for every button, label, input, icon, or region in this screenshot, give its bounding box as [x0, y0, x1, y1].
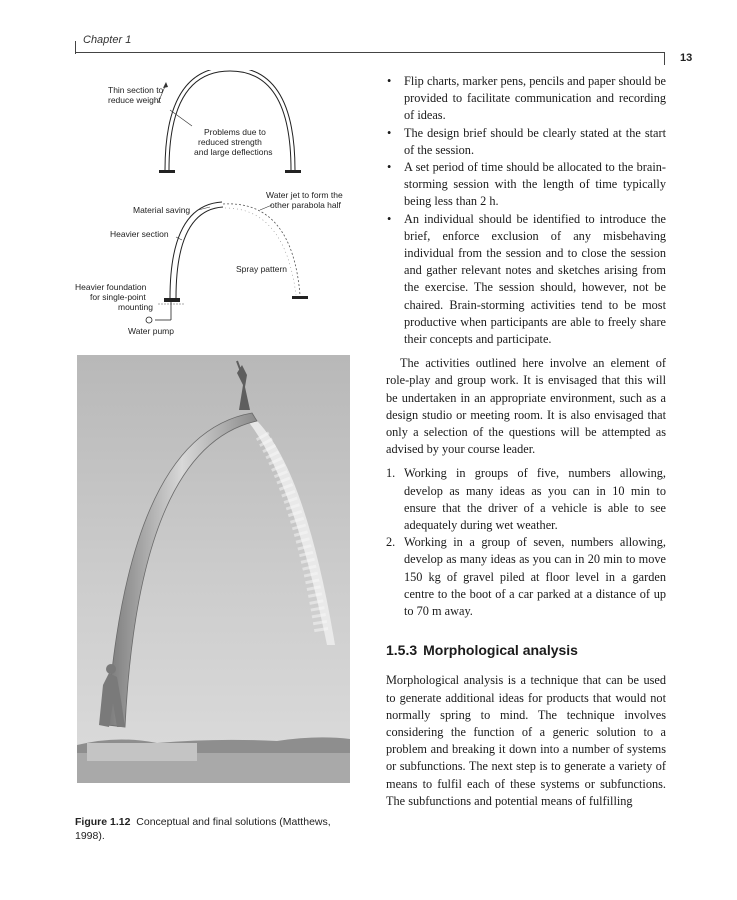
- label-material-saving: Material saving: [133, 205, 191, 215]
- bullet-item: • A set period of time should be allocated to the brain-storming session with the length of time typically being less than 2 h.: [387, 160, 666, 209]
- exercise-item: 1. Working in groups of five, numbers allowing, develop as many ideas as you can in 10 min to ensure that the driver of a vehicle is able to see adequately during wet weather.: [386, 466, 666, 533]
- bullet-list: [386, 73, 666, 348]
- sculpture-photo: [77, 355, 350, 783]
- exercise-list: [386, 465, 666, 620]
- section-heading: 1.5.3 Morphological analysis: [386, 642, 578, 659]
- photo-base-figure-head: [106, 664, 116, 674]
- label-heavier-foundation-3: mounting: [118, 302, 153, 312]
- water-pump-icon: [146, 317, 152, 323]
- body-text-column: [386, 73, 666, 810]
- label-heavier-foundation-2: for single-point: [90, 292, 146, 302]
- label-water-pump: Water pump: [128, 326, 174, 336]
- bottom-arch-foot: [164, 298, 180, 302]
- label-spray-pattern: Spray pattern: [236, 264, 288, 274]
- chapter-heading: Chapter 1: [83, 34, 132, 46]
- leader-thin-section-arrow: [163, 82, 168, 88]
- header-rule-right: [664, 52, 665, 65]
- bottom-arch-outer: [170, 202, 222, 298]
- label-problems-2: reduced strength: [198, 137, 262, 147]
- paragraph-activities: The activities outlined here involve an element of role-play and group work. It is envisaged that this will be undertaken in an appropriate environment, such as a design studio or meeting room. It is also envisaged that only a selection of the questions will be attempted as advised by your course leader.: [386, 356, 666, 457]
- bottom-arch-inner: [176, 207, 223, 298]
- paragraph-morphological: Morphological analysis is a technique that can be used to generate additional ideas for products that would not normally spring to mind. The technique involves considering the function of a generic solution to a problem and breaking it down into a number of systems or subfunctions. The next step is to generate a variety of means to fulfil each of these systems or subfunctions. The subfunctions and potential means of fulfilling: [386, 673, 666, 808]
- concept-diagram: [70, 70, 360, 350]
- label-heavier-section: Heavier section: [110, 229, 169, 239]
- water-jet-arc-2: [225, 208, 296, 295]
- figure-caption: [75, 815, 360, 843]
- label-water-jet-2: other parabola half: [270, 200, 341, 210]
- bullet-item: • The design brief should be clearly stated at the start of the session.: [387, 125, 666, 157]
- figure-label: Figure 1.12: [75, 816, 131, 828]
- label-heavier-foundation-1: Heavier foundation: [75, 282, 147, 292]
- header-rule: [75, 52, 665, 53]
- sculpture-photo-svg: [77, 355, 350, 783]
- concept-diagram-svg: [70, 70, 360, 350]
- bullet-item: • Flip charts, marker pens, pencils and paper should be provided to facilitate communication and recording of ideas.: [387, 74, 666, 123]
- label-problems-3: and large deflections: [194, 147, 273, 157]
- page-number: 13: [680, 52, 693, 64]
- exercise-item: 2. Working in a group of seven, numbers allowing, develop as many ideas as you can in 20 min to move 150 kg of gravel piled at floor level in a garden centre to the boot of a car parked at a distance of up to 70 m away.: [386, 535, 666, 619]
- label-problems-1: Problems due to: [204, 127, 266, 137]
- bullet-item: • An individual should be identified to introduce the brief, enforce exclusion of any misbehaving individual from the session and to close the session and gather relevant notes and sketches arising from the exercise. The session should, however, not be chaired. Brain-storming activities tend to be most productive when participants are able to freely share their concepts and participate.: [387, 211, 666, 347]
- top-arch-left-foot: [159, 170, 175, 173]
- top-arch-right-foot: [285, 170, 301, 173]
- spray-basin: [292, 296, 308, 299]
- water-jet-arc: [223, 204, 300, 295]
- label-thin-section-2: reduce weight: [108, 95, 161, 105]
- label-thin-section-1: Thin section to: [108, 85, 164, 95]
- figure-caption-text: Conceptual and final solutions (Matthews, 1998).: [75, 816, 331, 842]
- photo-plinth: [87, 743, 197, 761]
- label-water-jet-1: Water jet to form the: [266, 190, 343, 200]
